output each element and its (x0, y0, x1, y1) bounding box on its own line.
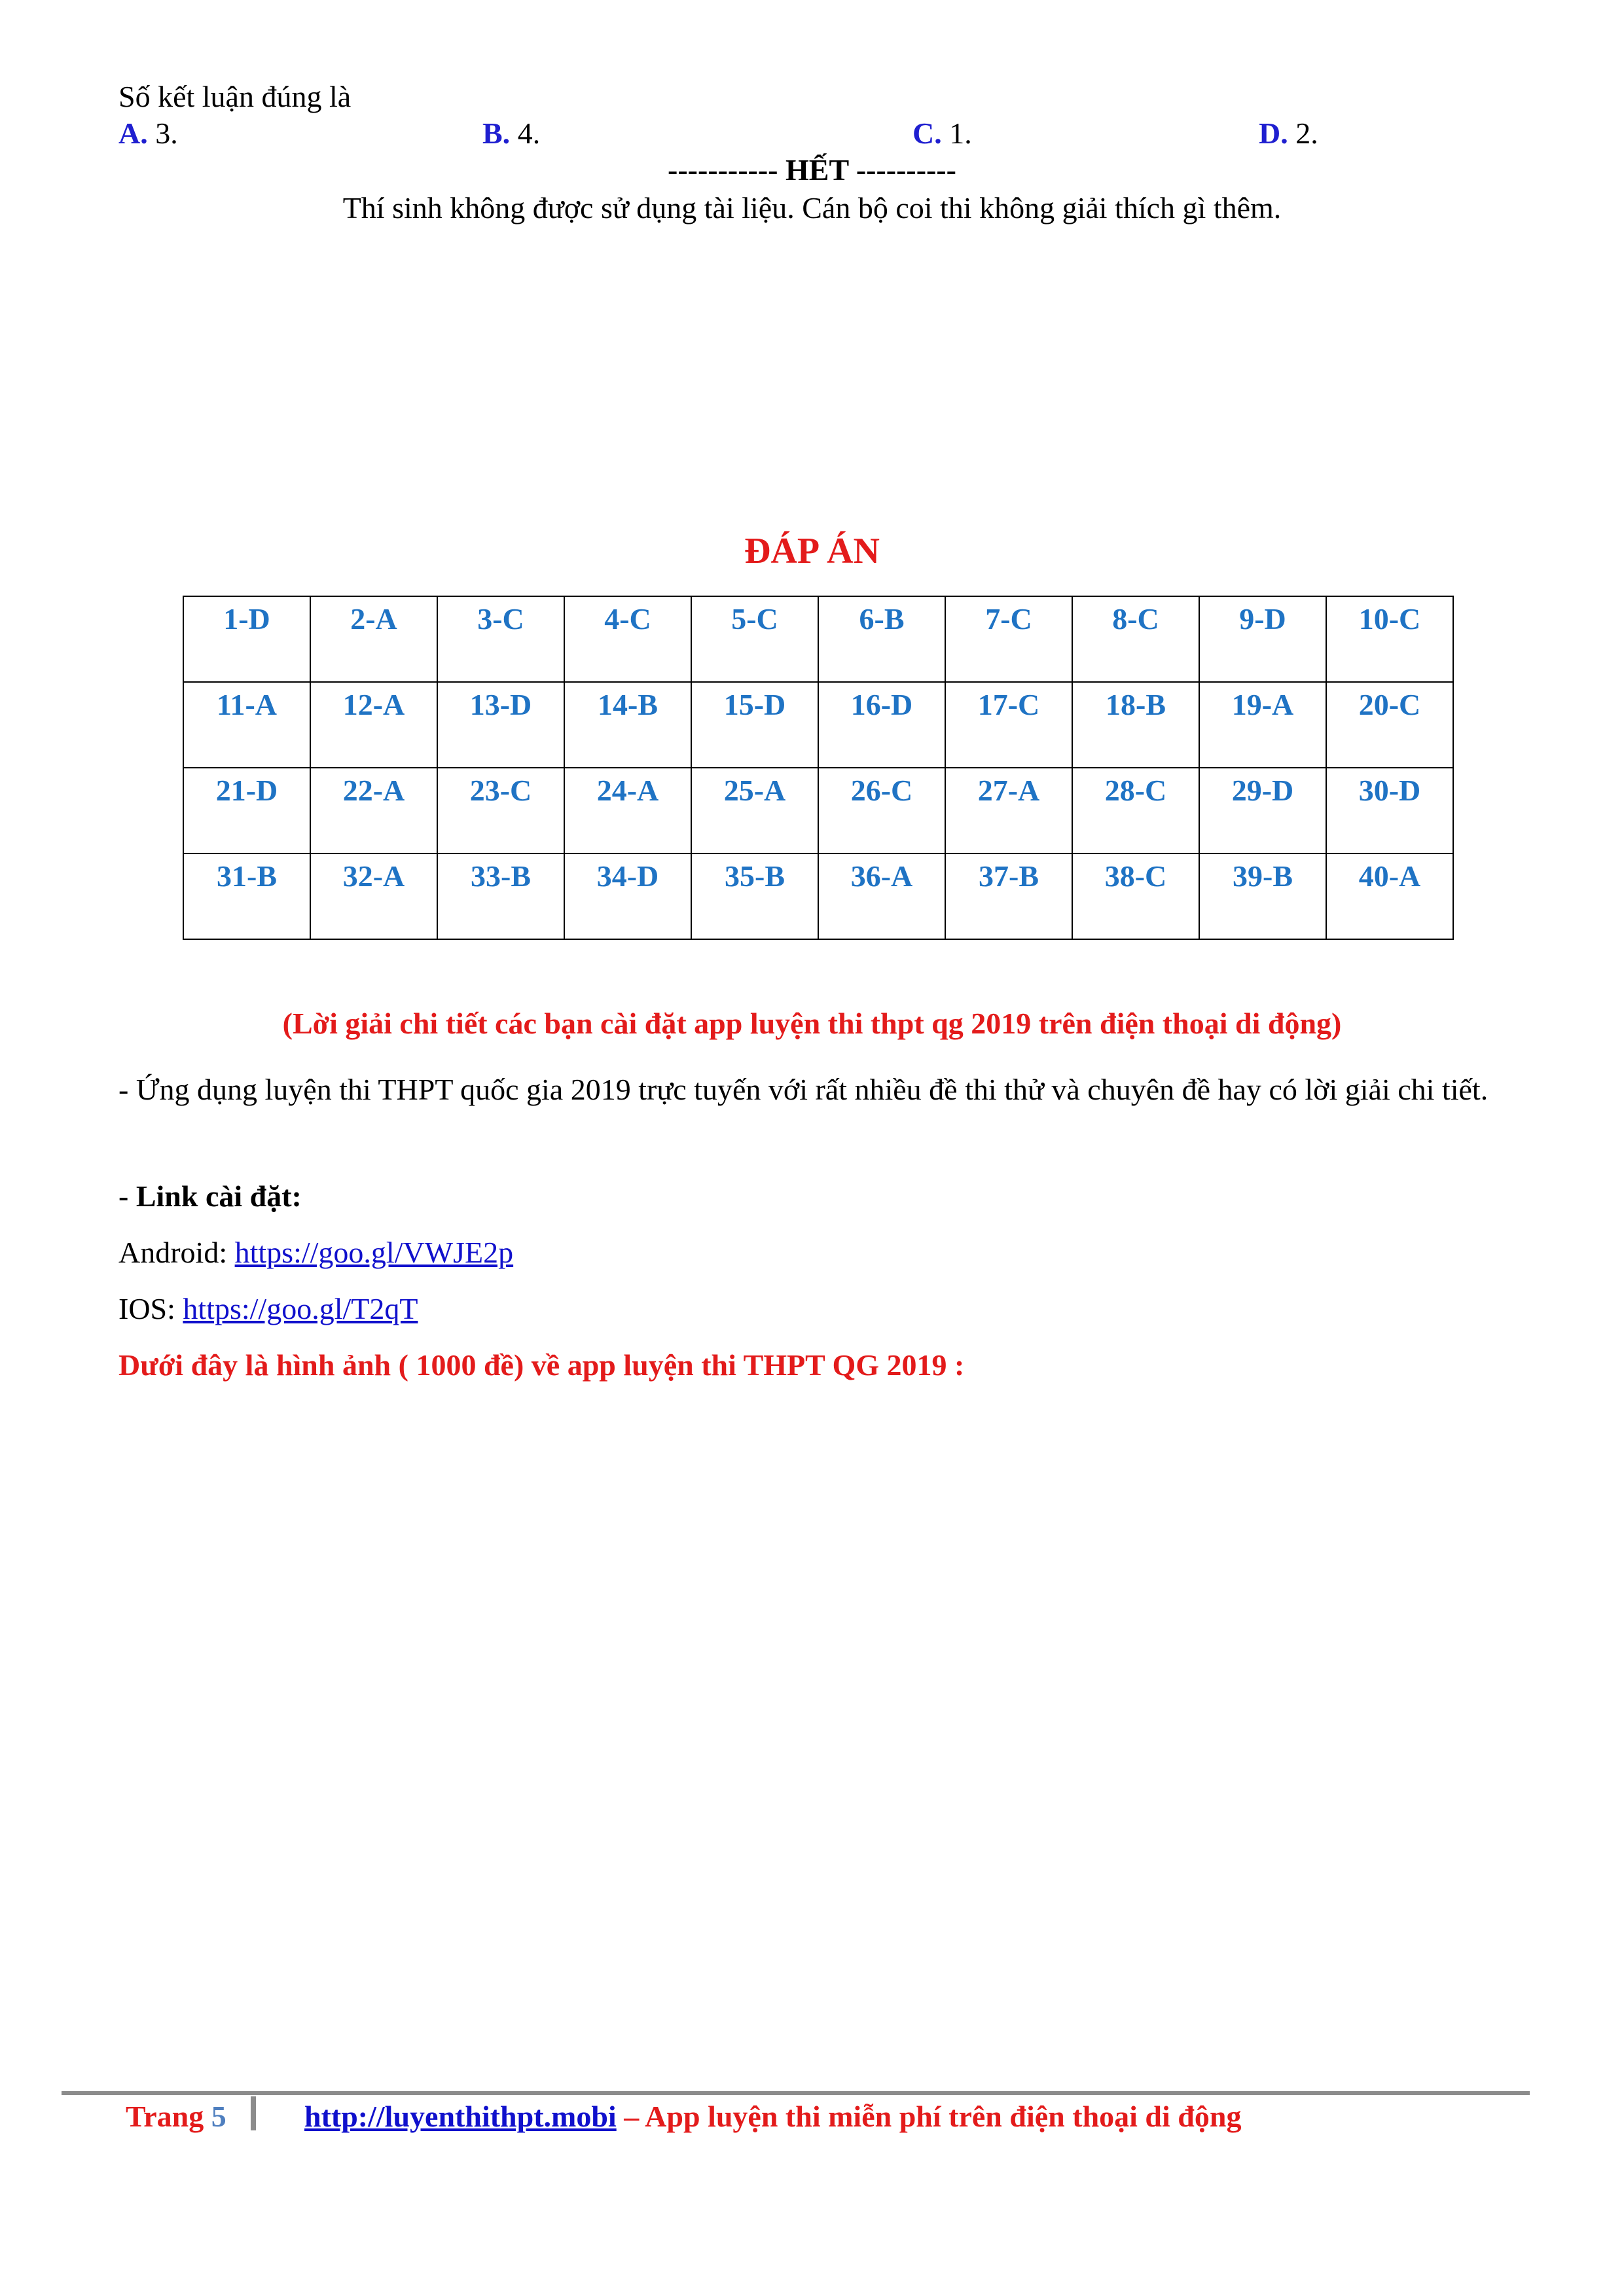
answer-cell: 40-A (1326, 853, 1453, 939)
answer-cell: 6-B (818, 596, 945, 682)
footer-separator (251, 2096, 256, 2130)
footer-tagline: – App luyện thi miễn phí trên điện thoại di động (616, 2100, 1242, 2133)
answer-cell: 19-A (1199, 682, 1326, 768)
answer-row (183, 768, 1453, 853)
answer-cell: 22-A (310, 768, 437, 853)
option-letter: C. (912, 117, 942, 150)
option-value: 2. (1288, 117, 1318, 150)
option-value: 3. (147, 117, 178, 150)
answer-cell: 34-D (564, 853, 691, 939)
android-link[interactable]: https://goo.gl/VWJE2p (234, 1236, 514, 1269)
answer-cell: 11-A (183, 682, 310, 768)
answer-cell: 2-A (310, 596, 437, 682)
answer-cell: 35-B (691, 853, 818, 939)
option-c (912, 115, 972, 152)
answer-cell: 12-A (310, 682, 437, 768)
answer-cell: 28-C (1072, 768, 1199, 853)
answer-cell: 10-C (1326, 596, 1453, 682)
option-letter: B. (482, 117, 511, 150)
option-letter: A. (118, 117, 148, 150)
answer-cell: 27-A (945, 768, 1072, 853)
install-heading: - Link cài đặt: (118, 1179, 302, 1213)
exam-note: Thí sinh không được sử dụng tài liệu. Cán bộ coi thi không giải thích gì thêm. (342, 191, 1282, 224)
answer-key-title: ĐÁP ÁN (744, 531, 880, 571)
answer-cell: 15-D (691, 682, 818, 768)
ios-link[interactable]: https://goo.gl/T2qT (183, 1292, 418, 1325)
footer-page-number: 5 (211, 2100, 226, 2133)
answer-cell: 9-D (1199, 596, 1326, 682)
answer-cell: 3-C (437, 596, 564, 682)
question-stem: Số kết luận đúng là (118, 80, 352, 113)
answer-cell: 18-B (1072, 682, 1199, 768)
footer-page (126, 2098, 226, 2135)
answer-cell: 36-A (818, 853, 945, 939)
footer-site-link[interactable]: http://luyenthithpt.mobi (304, 2100, 617, 2133)
answer-cell: 26-C (818, 768, 945, 853)
answer-cell: 33-B (437, 853, 564, 939)
android-label: Android: (118, 1236, 235, 1269)
answer-cell: 21-D (183, 768, 310, 853)
answer-cell: 31-B (183, 853, 310, 939)
ios-line (118, 1291, 418, 1327)
image-note: Dưới đây là hình ảnh ( 1000 đề) về app luyện thi THPT QG 2019 : (118, 1348, 965, 1382)
answer-cell: 5-C (691, 596, 818, 682)
answer-cell: 7-C (945, 596, 1072, 682)
option-a (118, 115, 178, 152)
answer-row (183, 853, 1453, 939)
footer-text (304, 2098, 1241, 2135)
answer-cell: 17-C (945, 682, 1072, 768)
android-line (118, 1234, 513, 1271)
answer-key-table (183, 596, 1454, 940)
answer-cell: 25-A (691, 768, 818, 853)
option-value: 1. (941, 117, 972, 150)
answer-row (183, 682, 1453, 768)
answer-row (183, 596, 1453, 682)
ios-label: IOS: (118, 1292, 183, 1325)
answer-cell: 39-B (1199, 853, 1326, 939)
answer-cell: 32-A (310, 853, 437, 939)
footer-page-label: Trang (126, 2100, 211, 2133)
answer-cell: 30-D (1326, 768, 1453, 853)
answer-cell: 1-D (183, 596, 310, 682)
footer-divider (62, 2091, 1530, 2095)
answer-cell: 24-A (564, 768, 691, 853)
answer-cell: 4-C (564, 596, 691, 682)
end-marker: ----------- HẾT ---------- (668, 153, 956, 187)
answer-cell: 37-B (945, 853, 1072, 939)
app-description: - Ứng dụng luyện thi THPT quốc gia 2019 trực tuyến với rất nhiều đề thi thử và chuyên đề hay có lời giải chi tiết. (118, 1073, 1489, 1106)
option-d (1259, 115, 1318, 152)
answer-cell: 16-D (818, 682, 945, 768)
option-letter: D. (1259, 117, 1288, 150)
answer-cell: 8-C (1072, 596, 1199, 682)
answer-cell: 29-D (1199, 768, 1326, 853)
answer-cell: 23-C (437, 768, 564, 853)
solution-note: (Lời giải chi tiết các bạn cài đặt app luyện thi thpt qg 2019 trên điện thoại di động) (282, 1007, 1342, 1040)
option-value: 4. (510, 117, 541, 150)
answer-cell: 20-C (1326, 682, 1453, 768)
option-b (482, 115, 540, 152)
answer-cell: 14-B (564, 682, 691, 768)
answer-cell: 38-C (1072, 853, 1199, 939)
answer-cell: 13-D (437, 682, 564, 768)
